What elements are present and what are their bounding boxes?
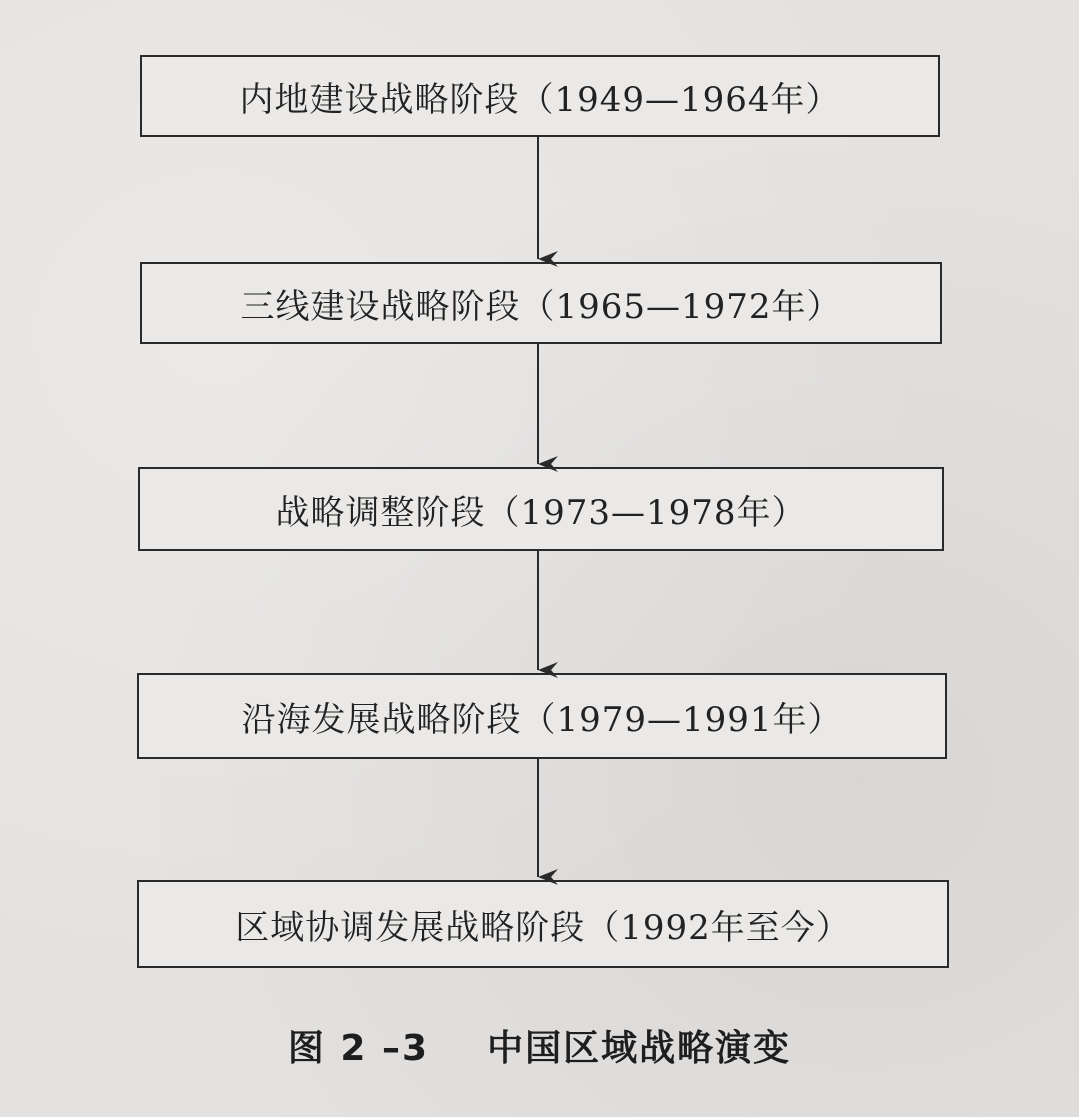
stage-label-1: 内地建设战略阶段（1949—1964年）	[239, 79, 841, 120]
stage-label-4: 沿海发展战略阶段（1979—1991年）	[241, 699, 843, 740]
figure-number: 图 2 –3	[287, 1028, 429, 1069]
figure-caption	[0, 1020, 1079, 1071]
stage-label-3: 战略调整阶段（1973—1978年）	[275, 492, 807, 533]
stage-label-5: 区域协调发展战略阶段（1992年至今）	[235, 907, 851, 948]
figure-title: 中国区域战略演变	[487, 1028, 792, 1069]
stage-label-2: 三线建设战略阶段（1965—1972年）	[240, 286, 842, 327]
